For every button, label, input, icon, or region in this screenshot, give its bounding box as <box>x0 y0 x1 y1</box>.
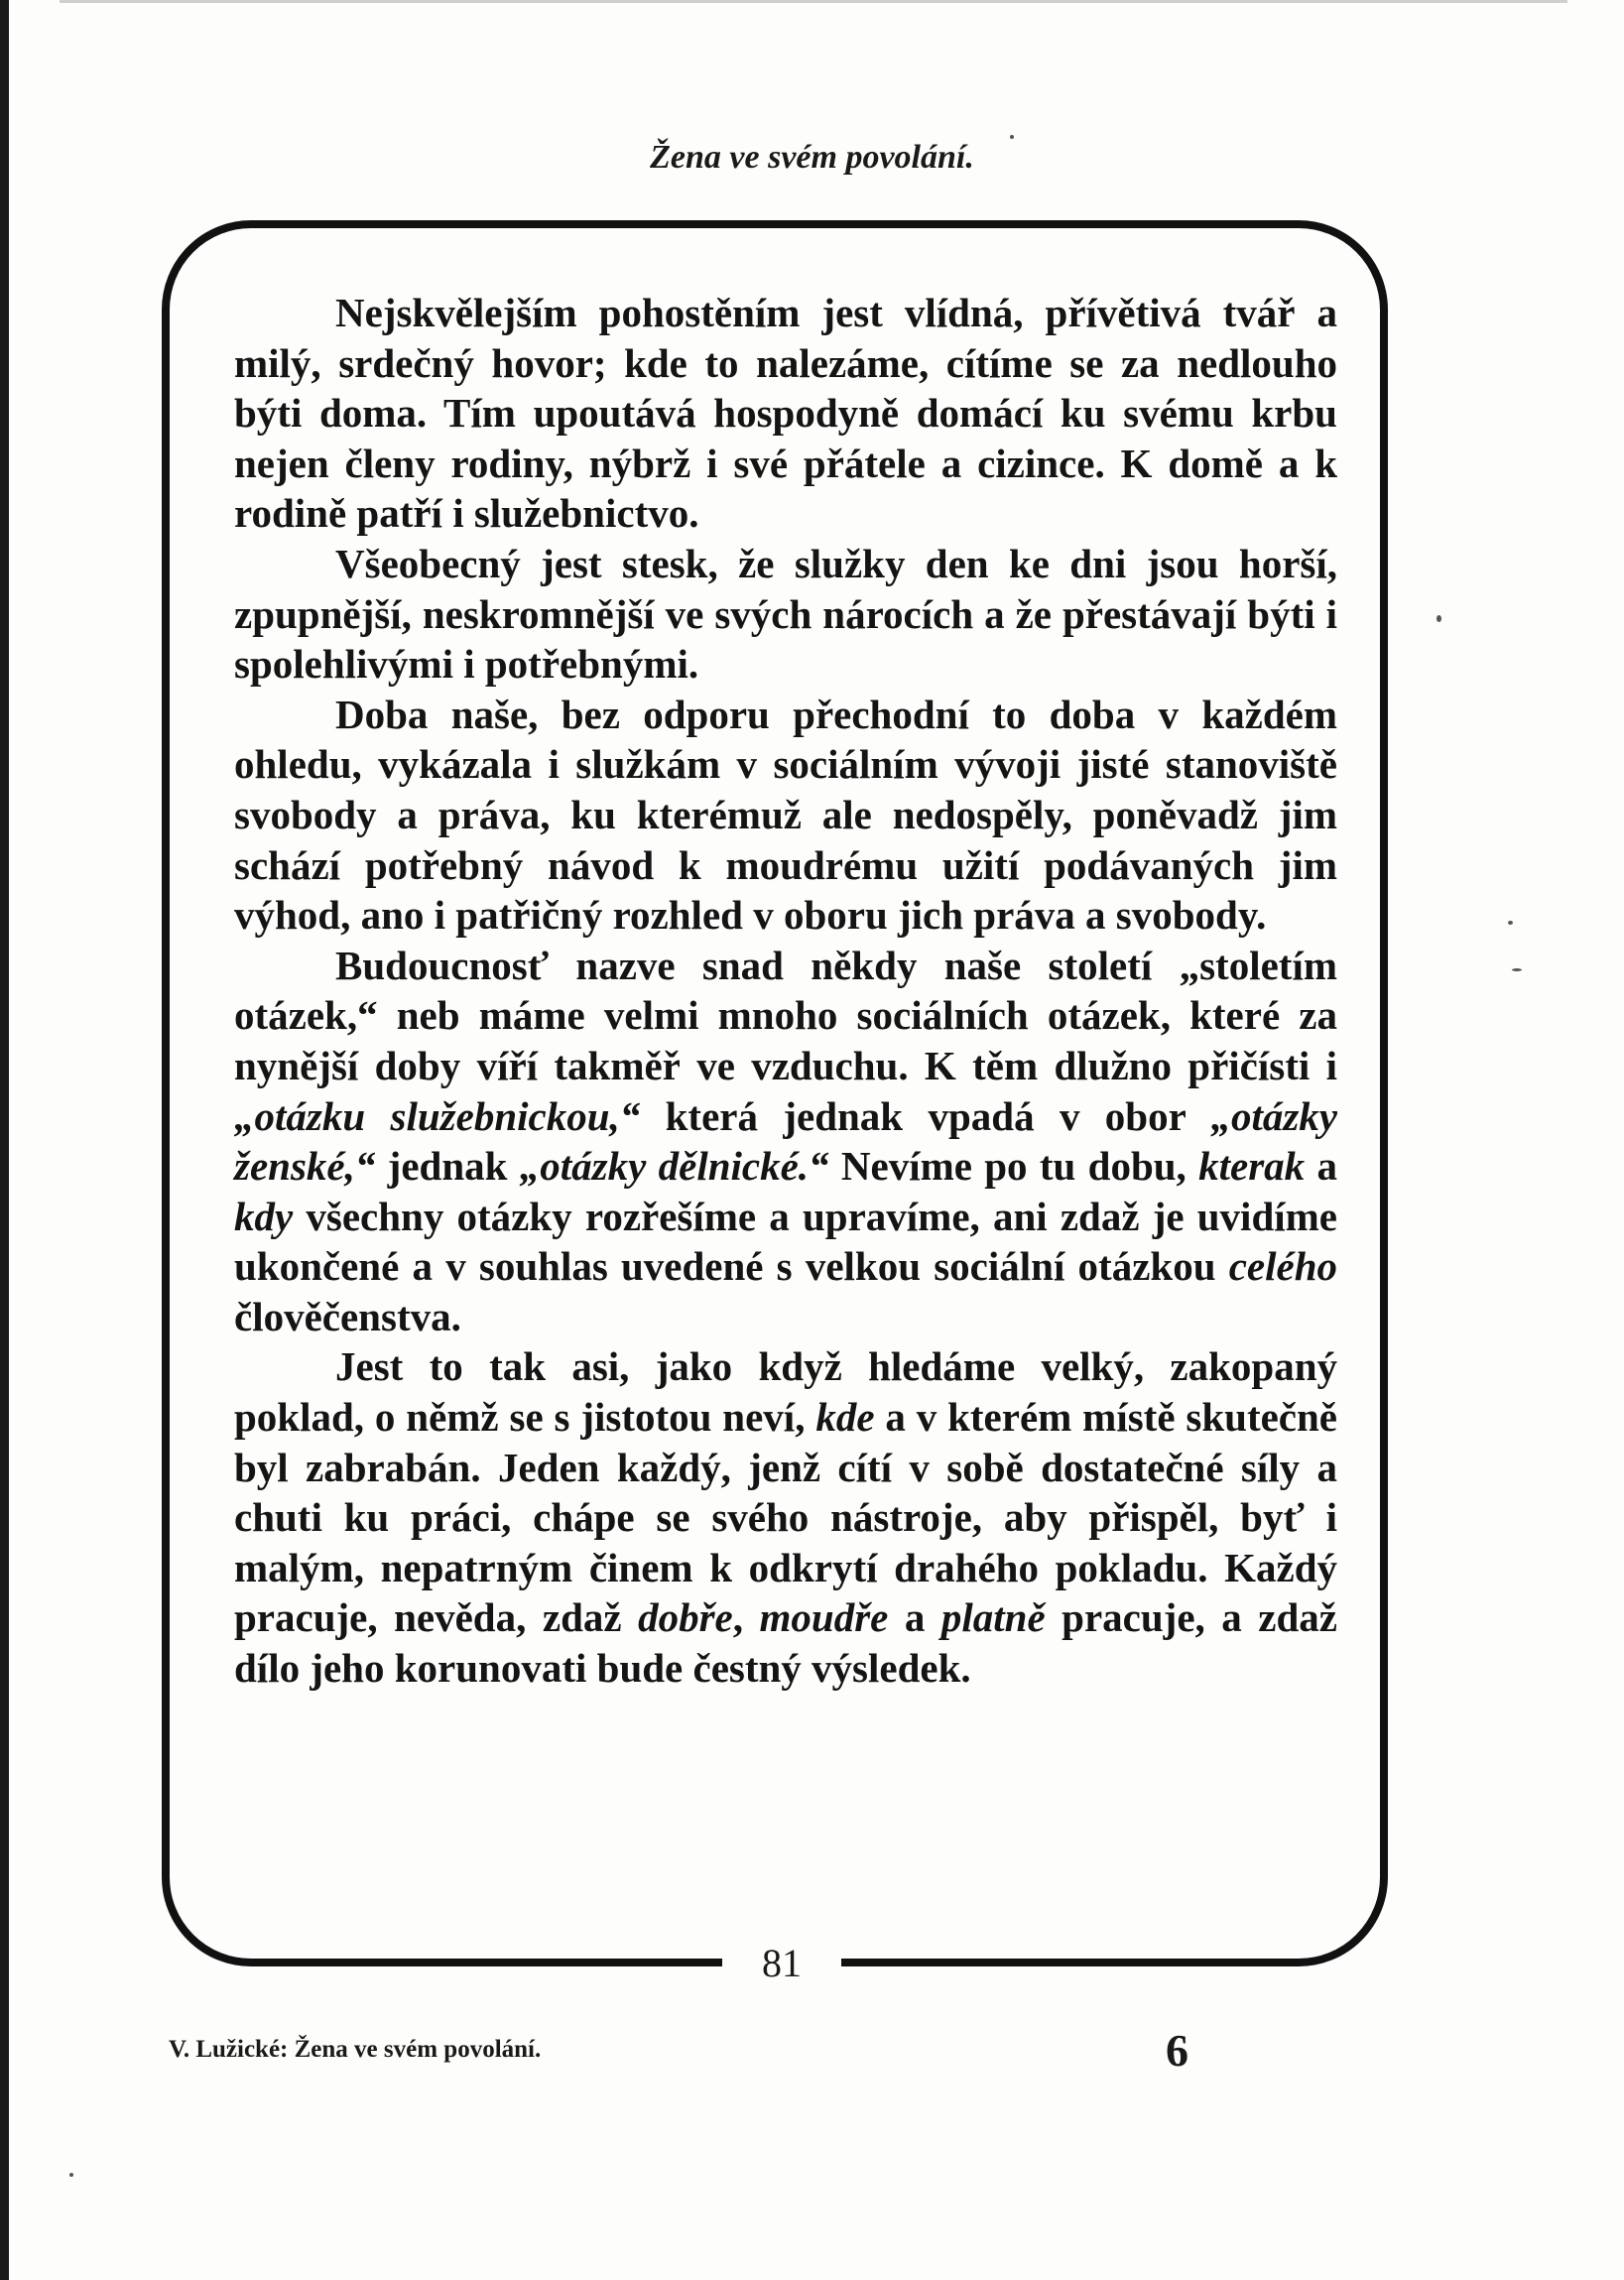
emphasis: „otázku služebnickou,“ <box>234 1092 641 1139</box>
emphasis: kterak <box>1198 1143 1306 1190</box>
emphasis: platně <box>940 1594 1046 1641</box>
paper-speck <box>1512 968 1522 971</box>
paragraph-5: Jest to tak asi, jako když hledáme velký, zakopaný poklad, o němž se s jistotou neví, kde a v kterém místě skutečně byl zabrabán. Jeden každý, jenž cítí v sobě dostatečné síly a chuti ku práci, chápe se svého nástroje, aby přispěl, byť i malým, nepatrným činem k odkrytí drahého pokladu. Každý pracuje, nevěda, zdaž dobře, moudře a platně pracuje, a zdaž dílo jeho korunovati bude čestný výsledek. <box>234 1343 1337 1692</box>
emphasis: dobře <box>638 1594 733 1641</box>
paper-speck <box>1508 921 1513 925</box>
paragraph-4: Budoucnosť nazve snad někdy naše století „stoletím otázek,“ neb máme velmi mnoho sociálních otázek, které za nynější doby víří takměř ve vzduchu. K těm dlužno přičísti i „otázku služebnickou,“ která jednak vpadá v obor „otázky ženské,“ jednak „otázky dělnické.“ Nevíme po tu dobu, kterak a kdy všechny otázky rozřešíme a upravíme, ani zdaž je uvidíme ukončené a v souhlas uvedené s velkou sociální otázkou celého člověčenstva. <box>234 942 1337 1339</box>
page-number: 81 <box>762 1941 802 1985</box>
running-head: Žena ve svém povolání. <box>650 139 974 176</box>
signature-mark: 6 <box>1166 2025 1188 2076</box>
paragraph-1: Nejskvělejším pohostěním jest vlídná, přívětivá tvář a milý, srdečný hovor; kde to nalezáme, cítíme se za nedlouho býti doma. Tím upoutává hospodyně domácí ku svému krbu nejen členy rodiny, nýbrž i své přátele a cizince. K domě a k rodině patří i služebnictvo. <box>234 290 1337 537</box>
paper-speck <box>1010 135 1014 139</box>
body-text <box>234 288 1337 1694</box>
paragraph-3: Doba naše, bez odporu přechodní to doba v každém ohledu, vykázala i služkám v sociálním vývoji jisté stanoviště svobody a práva, ku kterémuž ale nedospěly, poněvadž jim schází potřebný návod k moudrému užití podávaných jim výhod, ano i patřičný rozhled v oboru jich práva a svobody. <box>234 691 1337 939</box>
emphasis: „otázky dělnické.“ <box>519 1143 829 1190</box>
paper-speck <box>69 2173 73 2177</box>
top-edge-line <box>60 0 1567 3</box>
emphasis: moudře <box>759 1594 889 1641</box>
paper-speck <box>1437 615 1441 622</box>
paragraph-2: Všeobecný jest stesk, že služky den ke dni jsou horší, zpupnější, neskromnější ve svých nárocích a že přestávají býti i spolehlivými i potřebnými. <box>234 540 1337 688</box>
page-edge-shadow <box>0 0 9 2280</box>
printer-signature-line: V. Lužické: Žena ve svém povolání. <box>169 2036 542 2063</box>
emphasis: „otázky ženské,“ <box>234 1092 1337 1190</box>
emphasis: kdy <box>234 1193 294 1239</box>
emphasis: kde <box>815 1394 875 1441</box>
emphasis: celého <box>1228 1243 1337 1290</box>
